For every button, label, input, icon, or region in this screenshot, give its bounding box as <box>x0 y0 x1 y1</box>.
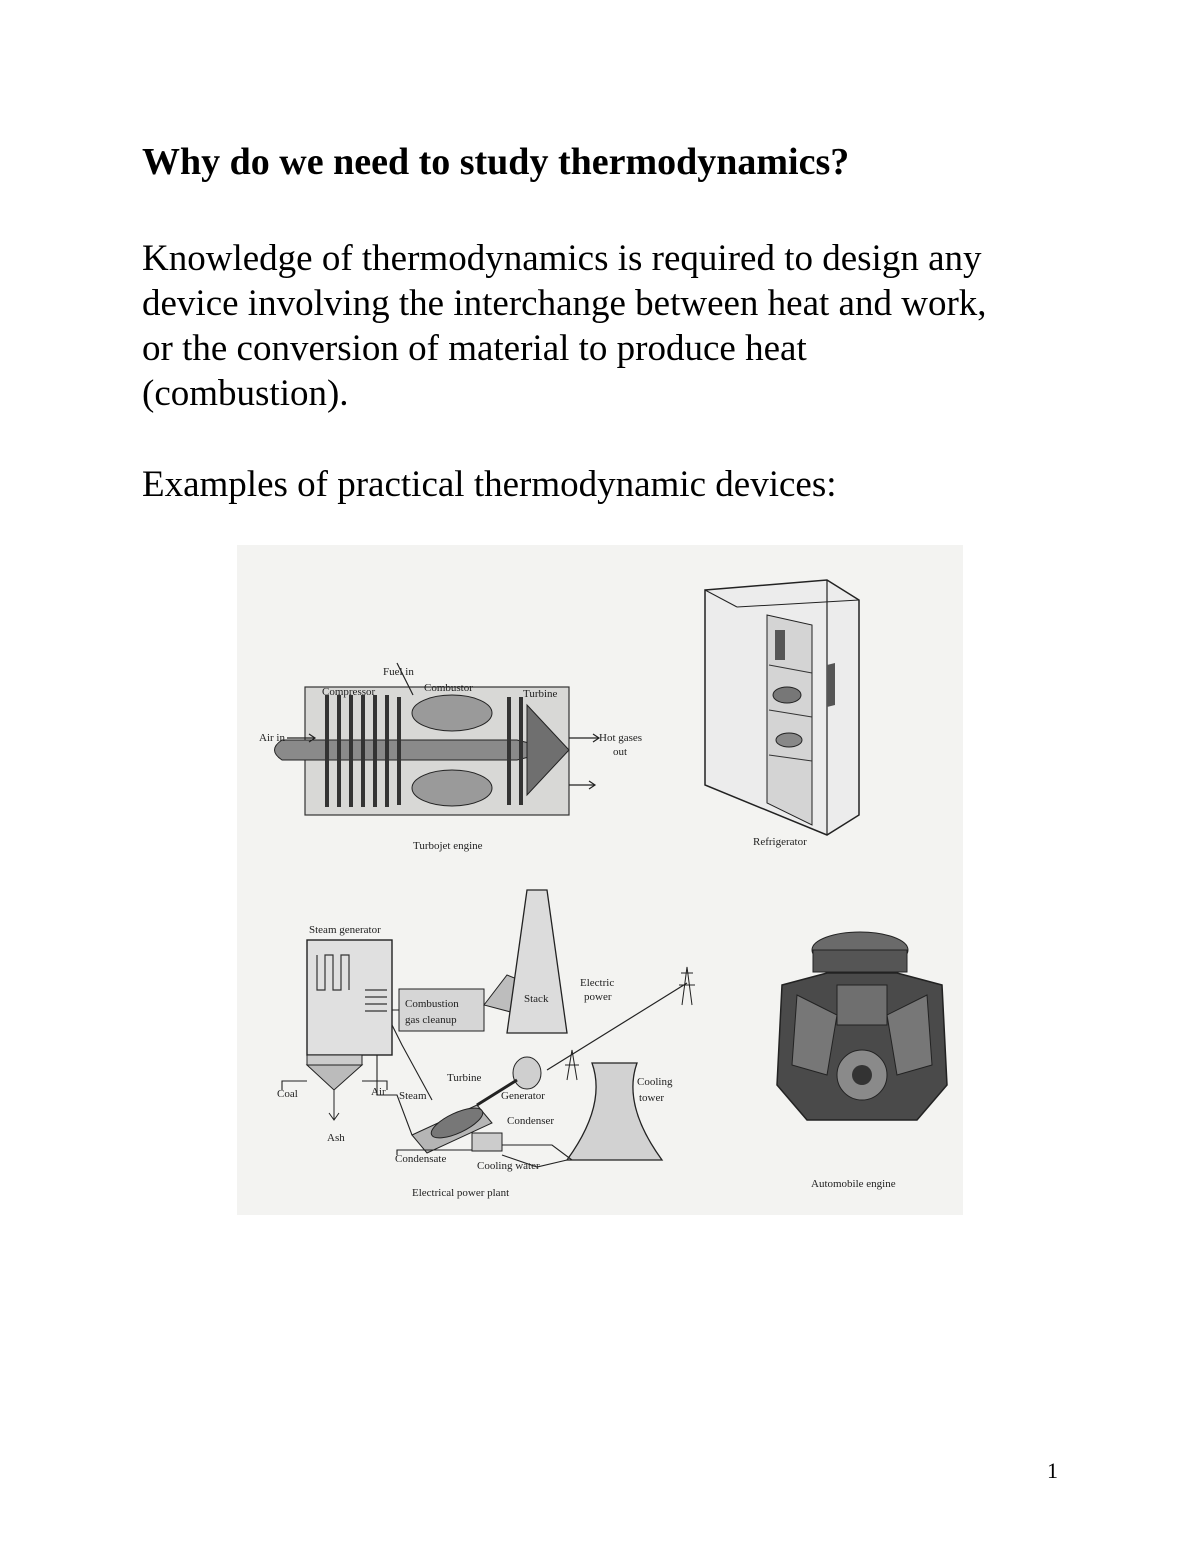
paragraph-line: or the conversion of material to produce heat <box>142 328 807 369</box>
paragraph-line: device involving the interchange between heat and work, <box>142 283 987 324</box>
power-plant-label-power: power <box>584 991 612 1003</box>
turbojet-label-turbine: Turbine <box>523 688 558 700</box>
turbojet-label-combustor: Combustor <box>424 682 473 694</box>
power-plant-label-coal: Coal <box>277 1088 298 1100</box>
power-plant-label-steam: Steam <box>399 1090 427 1102</box>
automobile-engine-illustration <box>777 932 947 1190</box>
power-plant-label-ash: Ash <box>327 1132 345 1144</box>
refrigerator-illustration <box>705 580 859 848</box>
turbojet-engine-illustration <box>259 663 642 852</box>
turbojet-label-air-in: Air in <box>259 732 285 744</box>
power-plant-label-air: Air <box>371 1086 386 1098</box>
paragraph-line: (combustion). <box>142 373 349 414</box>
paragraph-line: Knowledge of thermodynamics is required to design any <box>142 238 982 279</box>
turbojet-label-compressor: Compressor <box>322 686 376 698</box>
automobile-engine-caption: Automobile engine <box>811 1178 896 1190</box>
power-plant-label-tower: tower <box>639 1092 665 1104</box>
power-plant-label-cooling: Cooling <box>637 1076 673 1088</box>
page-title: Why do we need to study thermodynamics? <box>142 141 850 183</box>
intro-paragraph <box>142 236 1072 416</box>
turbojet-label-out: out <box>613 746 628 758</box>
devices-figure <box>237 545 963 1215</box>
examples-paragraph: Examples of practical thermodynamic devices: <box>142 464 837 505</box>
power-plant-label-stack: Stack <box>524 993 549 1005</box>
power-plant-label-generator: Generator <box>501 1090 545 1102</box>
turbojet-label-hot-gases: Hot gases <box>599 732 643 744</box>
refrigerator-caption: Refrigerator <box>753 836 807 848</box>
turbojet-caption: Turbojet engine <box>413 840 483 852</box>
devices-illustration <box>237 545 963 1215</box>
power-plant-label-turbine: Turbine <box>447 1072 482 1084</box>
power-plant-label-cooling-water: Cooling water <box>477 1160 540 1172</box>
power-plant-label-gas-cleanup: gas cleanup <box>405 1014 457 1026</box>
turbojet-label-fuel-in: Fuel in <box>383 666 414 678</box>
power-plant-label-combustion: Combustion <box>405 998 459 1010</box>
power-plant-label-condenser: Condenser <box>507 1115 555 1127</box>
power-plant-illustration <box>277 890 695 1199</box>
power-plant-label-electric: Electric <box>580 977 615 989</box>
power-plant-label-steam-generator: Steam generator <box>309 924 381 936</box>
power-plant-caption: Electrical power plant <box>412 1187 510 1199</box>
power-plant-label-condensate: Condensate <box>395 1153 447 1165</box>
page-number: 1 <box>1047 1458 1058 1483</box>
